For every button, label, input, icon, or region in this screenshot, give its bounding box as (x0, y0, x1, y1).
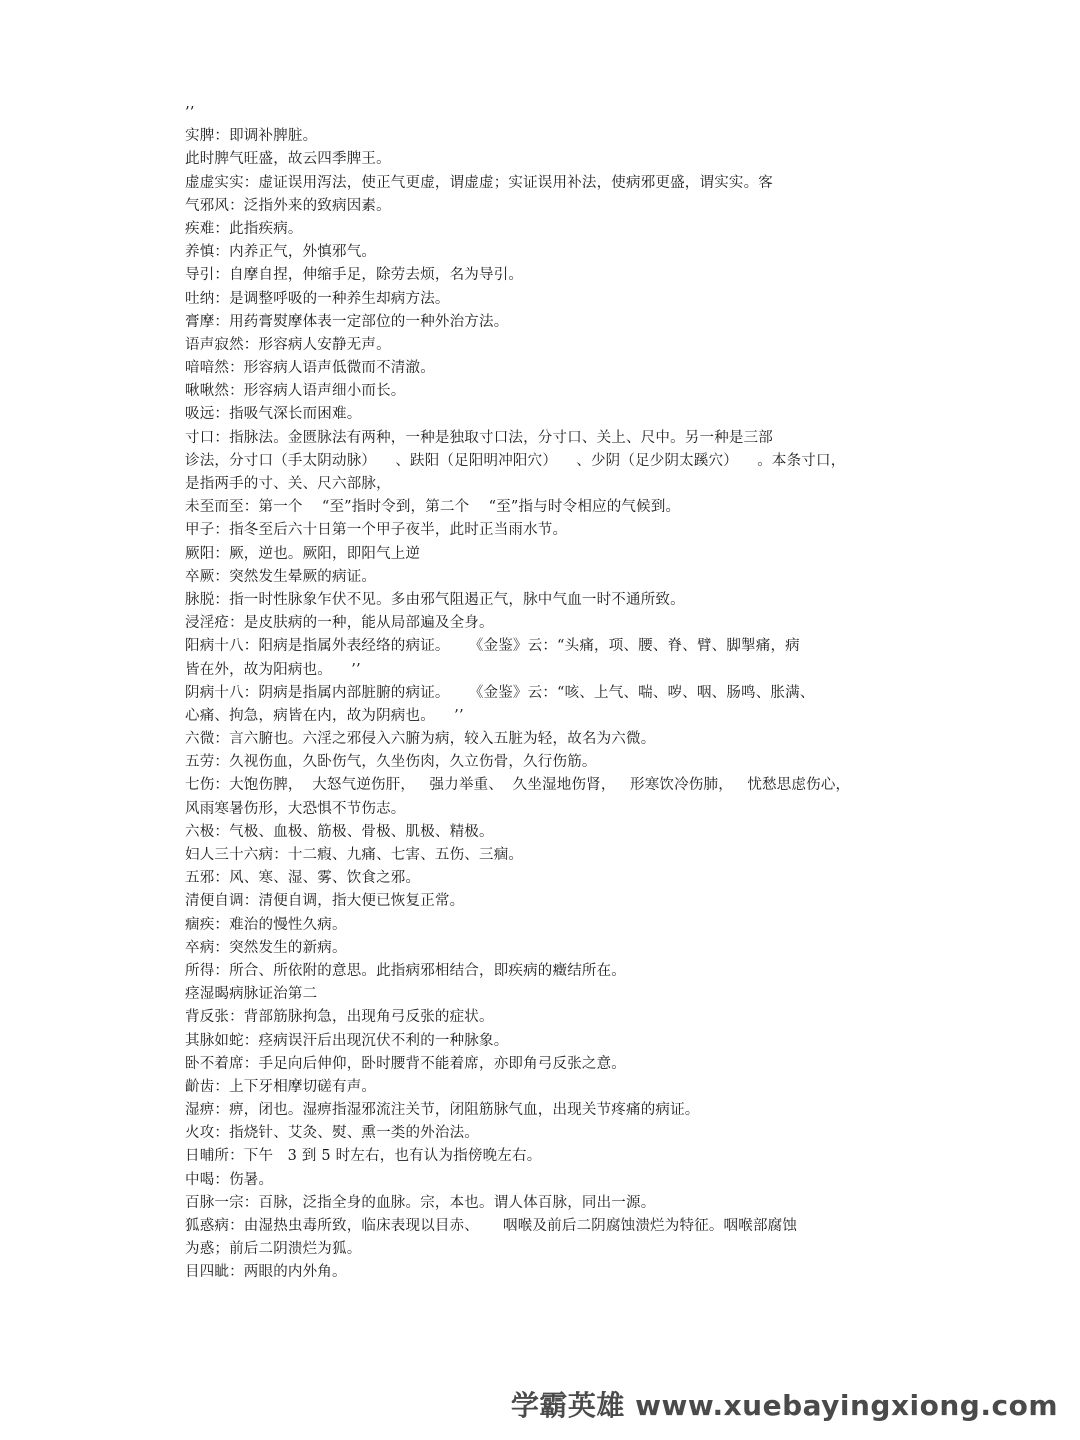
text-line: 啾啾然：形容病人语声细小而长。 (185, 383, 406, 400)
text-line: 齘齿：上下牙相摩切磋有声。 (185, 1078, 377, 1095)
text-line: 清便自调：清便自调，指大便已恢复正常。 (185, 893, 465, 910)
text-line: 所得：所合、所依附的意思。此指病邪相结合，即疾病的癥结所在。 (185, 962, 626, 979)
text-line: 阳病十八：阳病是指属外表经络的病证。 《金鉴》云：“头痛，项、腰、脊、臂、脚掣痛，病 (185, 638, 800, 655)
text-line: 湿痹：痹，闭也。湿痹指湿邪流注关节，闭阻筋脉气血，出现关节疼痛的病证。 (185, 1102, 700, 1119)
text-line: 狐惑病：由湿热虫毒所致，临床表现以目赤、 咽喉及前后二阴腐蚀溃烂为特征。咽喉部腐蚀 (185, 1218, 798, 1234)
text-line: 阴病十八：阴病是指属内部脏腑的病证。 《金鉴》云：“咳、上气、喘、哕、咽、肠鸣、胀满、 (185, 684, 815, 701)
text-line: 背反张：背部筋脉拘急，出现角弓反张的症状。 (185, 1009, 494, 1026)
text-line: 痉湿暍病脉证治第二 (185, 986, 318, 1003)
text-line: 其脉如蛇：痉病误汗后出现沉伏不利的一种脉象。 (185, 1032, 509, 1049)
site-watermark: 学霸英雄 www.xuebayingxiong.com (510, 1389, 1058, 1422)
text-line: 浸淫疮：是皮肤病的一种，能从局部遍及全身。 (185, 615, 494, 632)
text-line: 六极：气极、血极、筋极、骨极、肌极、精极。 (185, 823, 494, 840)
text-line: 喑喑然：形容病人语声低微而不清澈。 (185, 360, 435, 377)
text-line: 气邪风：泛指外来的致病因素。 (185, 197, 391, 214)
text-line: 未至而至：第一个 “至”指时令到，第二个 “至”指与时令相应的气候到。 (185, 499, 681, 516)
text-line: 是指两手的寸、关、尺六部脉， (185, 476, 391, 492)
text-line: 卒病：突然发生的新病。 (185, 939, 347, 956)
text-line: 皆在外，故为阳病也。 ’’ (185, 661, 361, 678)
text-line: ’’ (185, 105, 195, 121)
text-line: 七伤：大饱伤脾， 大怒气逆伤肝， 强力举重、 久坐湿地伤肾， 形寒饮冷伤肺， 忧愁思虑伤心， (185, 777, 851, 794)
text-line: 五劳：久视伤血，久卧伤气，久坐伤肉，久立伤骨，久行伤筋。 (185, 754, 597, 771)
text-line: 五邪：风、寒、湿、雾、饮食之邪。 (185, 870, 421, 887)
text-line: 膏摩：用药膏熨摩体表一定部位的一种外治方法。 (185, 313, 509, 330)
text-line: 导引：自摩自捏，伸缩手足，除劳去烦，名为导引。 (185, 267, 524, 284)
text-line: 风雨寒暑伤形，大恐惧不节伤志。 (185, 800, 406, 817)
text-line: 此时脾气旺盛，故云四季脾王。 (185, 151, 391, 168)
text-line: 日晡所：下午 3 到 5 时左右，也有认为指傍晚左右。 (185, 1148, 542, 1165)
text-line: 寸口：指脉法。金匮脉法有两种，一种是独取寸口法，分寸口、关上、尺中。另一种是三部 (185, 429, 773, 446)
text-line: 养慎：内养正气，外慎邪气。 (185, 244, 377, 261)
text-line: 痼疾：难治的慢性久病。 (185, 916, 347, 933)
text-line: 为惑；前后二阴溃烂为狐。 (185, 1241, 362, 1258)
text-line: 吐纳：是调整呼吸的一种养生却病方法。 (185, 290, 450, 307)
text-line: 诊法，分寸口（手太阴动脉） 、趺阳（足阳明冲阳穴） 、少阴（足少阴太蹊穴） 。本条寸口， (185, 452, 846, 469)
text-line: 百脉一宗：百脉，泛指全身的血脉。宗，本也。谓人体百脉，同出一源。 (185, 1194, 656, 1211)
text-line: 实脾：即调补脾脏。 (185, 128, 318, 145)
text-line: 心痛、拘急，病皆在内，故为阴病也。 ’’ (185, 707, 464, 724)
text-line: 脉脱：指一时性脉象乍伏不见。多由邪气阻遏正气，脉中气血一时不通所致。 (185, 591, 685, 608)
text-line: 厥阳：厥，逆也。厥阳，即阳气上逆 (185, 545, 421, 562)
text-line: 妇人三十六病：十二瘕、九痛、七害、五伤、三痼。 (185, 847, 524, 863)
text-line: 疾难：此指疾病。 (185, 220, 303, 237)
text-line: 卒厥：突然发生晕厥的病证。 (185, 568, 377, 585)
text-line: 六微：言六腑也。六淫之邪侵入六腑为病，较入五脏为轻，故名为六微。 (185, 731, 656, 748)
text-line: 吸远：指吸气深长而困难。 (185, 406, 362, 423)
text-line: 目四眦：两眼的内外角。 (185, 1264, 347, 1281)
document-body (185, 102, 885, 1285)
text-line: 火攻：指烧针、艾灸、熨、熏一类的外治法。 (185, 1125, 479, 1142)
text-line: 语声寂然：形容病人安静无声。 (185, 336, 391, 353)
text-line: 中喝：伤暑。 (185, 1171, 274, 1188)
text-line: 甲子：指冬至后六十日第一个甲子夜半，此时正当雨水节。 (185, 522, 568, 539)
text-line: 虚虚实实：虚证误用泻法，使正气更虚，谓虚虚；实证误用补法，使病邪更盛，谓实实。客 (185, 174, 773, 191)
text-line: 卧不着席：手足向后伸仰，卧时腰背不能着席，亦即角弓反张之意。 (185, 1055, 626, 1072)
